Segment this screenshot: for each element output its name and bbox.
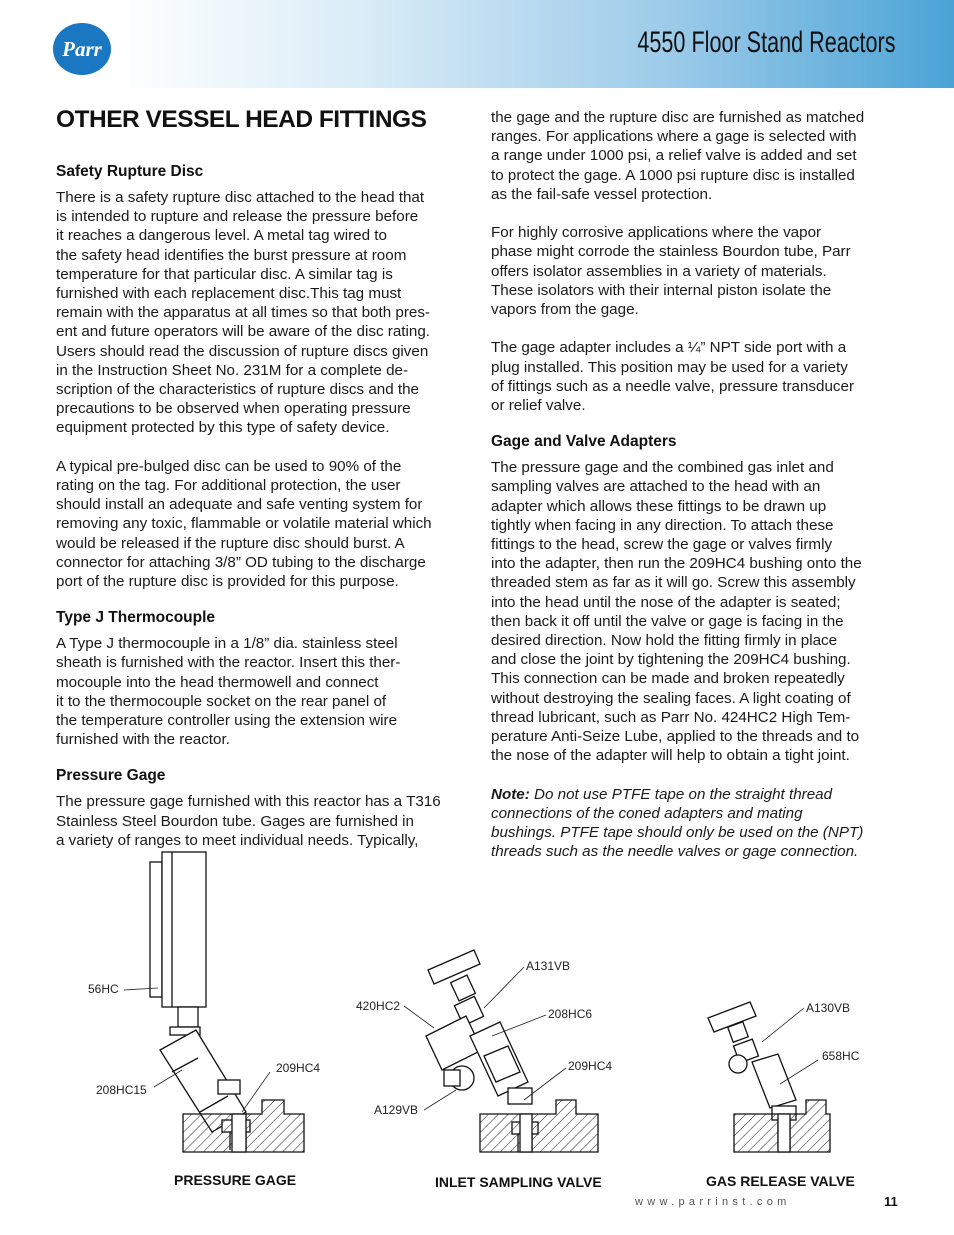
caption-inlet-sampling-valve: INLET SAMPLING VALVE [435, 1174, 602, 1190]
text-line: A Type J thermocouple in a 1/8” dia. stainless steel [56, 635, 398, 653]
text-line: it reaches a dangerous level. A metal tag wired to [56, 227, 387, 245]
label-209hc4-inlet: 209HC4 [568, 1059, 613, 1073]
text-line: into the head until the nose of the adapter is seated; [491, 593, 841, 611]
text-line: ent and future operators will be aware of the disc rating. [56, 323, 430, 341]
page-header [0, 0, 954, 88]
corrosive-paragraph [491, 223, 901, 319]
thermocouple-paragraph [56, 634, 468, 749]
label-420hc2: 420HC2 [356, 999, 401, 1013]
text-line: fittings to the head, screw the gage or valves firmly [491, 536, 833, 554]
pressure-gage-drawing [150, 852, 304, 1152]
text-line: phase might corrode the stainless Bourdon tube, Parr [491, 243, 851, 261]
label-a130vb: A130VB [806, 1001, 851, 1015]
text-line: then back it off until the valve or gage is facing in the [491, 612, 844, 630]
heading-gage-valve-adapters: Gage and Valve Adapters [491, 433, 677, 451]
text-line: bushings. PTFE tape should only be used on the (NPT) [491, 824, 864, 842]
text-line: The pressure gage and the combined gas inlet and [491, 459, 834, 477]
text-line: thread lubricant, such as Parr No. 424HC2 High Tem- [491, 708, 851, 726]
adapters-paragraph [491, 458, 901, 765]
heading-safety-rupture-disc: Safety Rupture Disc [56, 163, 204, 180]
text-line: removing any toxic, flammable or volatile material which [56, 515, 432, 533]
text-line: of fittings such as a needle valve, pressure transducer [491, 377, 855, 395]
text-line: sampling valves are attached to the head with an [491, 478, 821, 496]
text-line: For highly corrosive applications where the vapor [491, 224, 822, 242]
heading-pressure-gage: Pressure Gage [56, 767, 166, 785]
text-line: adapter which allows these fittings to be drawn up [491, 497, 827, 515]
text-line: tightly when facing in any direction. To attach these [491, 516, 834, 534]
text-line: would be released if the rupture disc should burst. A [56, 534, 405, 552]
text-line: to protect the gage. A 1000 psi rupture disc is installed [491, 166, 855, 184]
text-line: The pressure gage furnished with this reactor has a T316 [56, 793, 441, 811]
text-line: and close the joint by tightening the 209HC4 bushing. [491, 651, 851, 669]
text-line: into the adapter, then run the 209HC4 bushing onto the [491, 555, 862, 573]
logo-text: Parr [62, 37, 102, 61]
text-line: temperature for that particular disc. A similar tag is [56, 265, 393, 283]
text-line: vapors from the gage. [491, 301, 639, 319]
document-title: 4550 Floor Stand Reactors [637, 26, 896, 59]
heading-type-j-thermocouple: Type J Thermocouple [56, 609, 216, 627]
text-line: There is a safety rupture disc attached to the head that [56, 189, 425, 206]
text-line: a variety of ranges to meet individual needs. Typically, [56, 831, 419, 849]
text-line: desired direction. Now hold the fitting firmly in place [491, 632, 838, 650]
text-line: This connection can be made and broken repeatedly [491, 670, 845, 688]
gas-release-valve-drawing [708, 1002, 830, 1152]
parr-logo [52, 22, 112, 76]
rupture-paragraph-2 [56, 457, 468, 591]
text-line: Do not use PTFE tape on the straight thread [529, 785, 833, 803]
gage-continued-paragraph [491, 108, 901, 204]
text-line: a range under 1000 psi, a relief valve is added and set [491, 147, 857, 165]
inlet-sampling-valve-drawing [426, 950, 598, 1152]
label-208hc6: 208HC6 [548, 1007, 593, 1021]
text-line: without destroying the sealing faces. A light coating of [491, 689, 851, 707]
text-line: precautions to be observed when operating pressure [56, 400, 411, 418]
text-line: plug installed. This position may be used for a variety [491, 358, 848, 376]
label-209hc4-gage: 209HC4 [276, 1061, 321, 1075]
text-line: furnished with each replacement disc.This tag must [56, 285, 402, 303]
text-line: or relief valve. [491, 397, 586, 415]
text-line: is intended to rupture and release the pressure before [56, 208, 419, 226]
page-number: 11 [884, 1194, 898, 1209]
text-line: in the Instruction Sheet No. 231M for a complete de- [56, 361, 409, 379]
text-line: furnished with the reactor. [56, 731, 230, 749]
text-line: equipment protected by this type of safety device. [56, 419, 390, 437]
text-line: scription of the characteristics of rupture discs and the [56, 381, 419, 399]
caption-gas-release-valve: GAS RELEASE VALVE [706, 1173, 855, 1189]
note-label: Note: [491, 785, 530, 803]
text-line: sheath is furnished with the reactor. Insert this ther- [56, 654, 401, 672]
text-line: port of the rupture disc is provided for this purpose. [56, 573, 399, 591]
section-title: OTHER VESSEL HEAD FITTINGS [56, 106, 427, 133]
text-line: Users should read the discussion of rupture discs given [56, 342, 429, 360]
text-line: Stainless Steel Bourdon tube. Gages are furnished in [56, 812, 414, 830]
text-line: rating on the tag. For additional protection, the user [56, 477, 401, 495]
text-line: A typical pre-bulged disc can be used to 90% of the [56, 457, 402, 475]
text-line: the safety head identifies the burst pressure at room [56, 246, 407, 264]
text-line: the temperature controller using the extension wire [56, 712, 398, 730]
text-line: connector for attaching 3/8” OD tubing to the discharge [56, 553, 426, 571]
footer-url: www.parrinst.com [635, 1196, 791, 1208]
text-line: These isolators with their internal piston isolate the [491, 281, 832, 299]
text-line: perature Anti-Seize Lube, applied to the threads and to [491, 728, 860, 746]
text-line: as the fail-safe vessel protection. [491, 185, 713, 203]
text-line: should install an adequate and safe venting system for [56, 496, 423, 514]
label-208hc15: 208HC15 [96, 1083, 147, 1097]
text-line: threads such as the needle valves or gage connection. [491, 843, 859, 861]
text-line: the gage and the rupture disc are furnished as matched [491, 109, 865, 126]
text-line: ranges. For applications where a gage is selected with [491, 128, 857, 146]
left-column [56, 104, 468, 850]
text-line: offers isolator assemblies in a variety of materials. [491, 262, 827, 280]
label-a129vb: A129VB [374, 1103, 419, 1117]
label-658hc: 658HC [822, 1049, 860, 1063]
rupture-paragraph-1 [56, 188, 468, 438]
text-line: remain with the apparatus at all times so that both pres- [56, 304, 430, 322]
text-line: The gage adapter includes a ¼” NPT side port with a [491, 339, 847, 357]
pressure-gage-paragraph [56, 792, 468, 850]
label-56hc: 56HC [88, 982, 119, 996]
caption-pressure-gage: PRESSURE GAGE [174, 1172, 297, 1188]
text-line: mocouple into the head thermowell and connect [56, 673, 379, 691]
text-line: it to the thermocouple socket on the rear panel of [56, 692, 387, 710]
text-line: the nose of the adapter will help to obtain a tight joint. [491, 747, 850, 765]
right-column [491, 108, 901, 861]
text-line: threaded stem as far as it will go. Screw this assembly [491, 574, 856, 592]
gage-adapter-paragraph [491, 338, 901, 415]
label-a131vb: A131VB [526, 959, 571, 973]
text-line: connections of the coned adapters and mating [491, 804, 803, 822]
